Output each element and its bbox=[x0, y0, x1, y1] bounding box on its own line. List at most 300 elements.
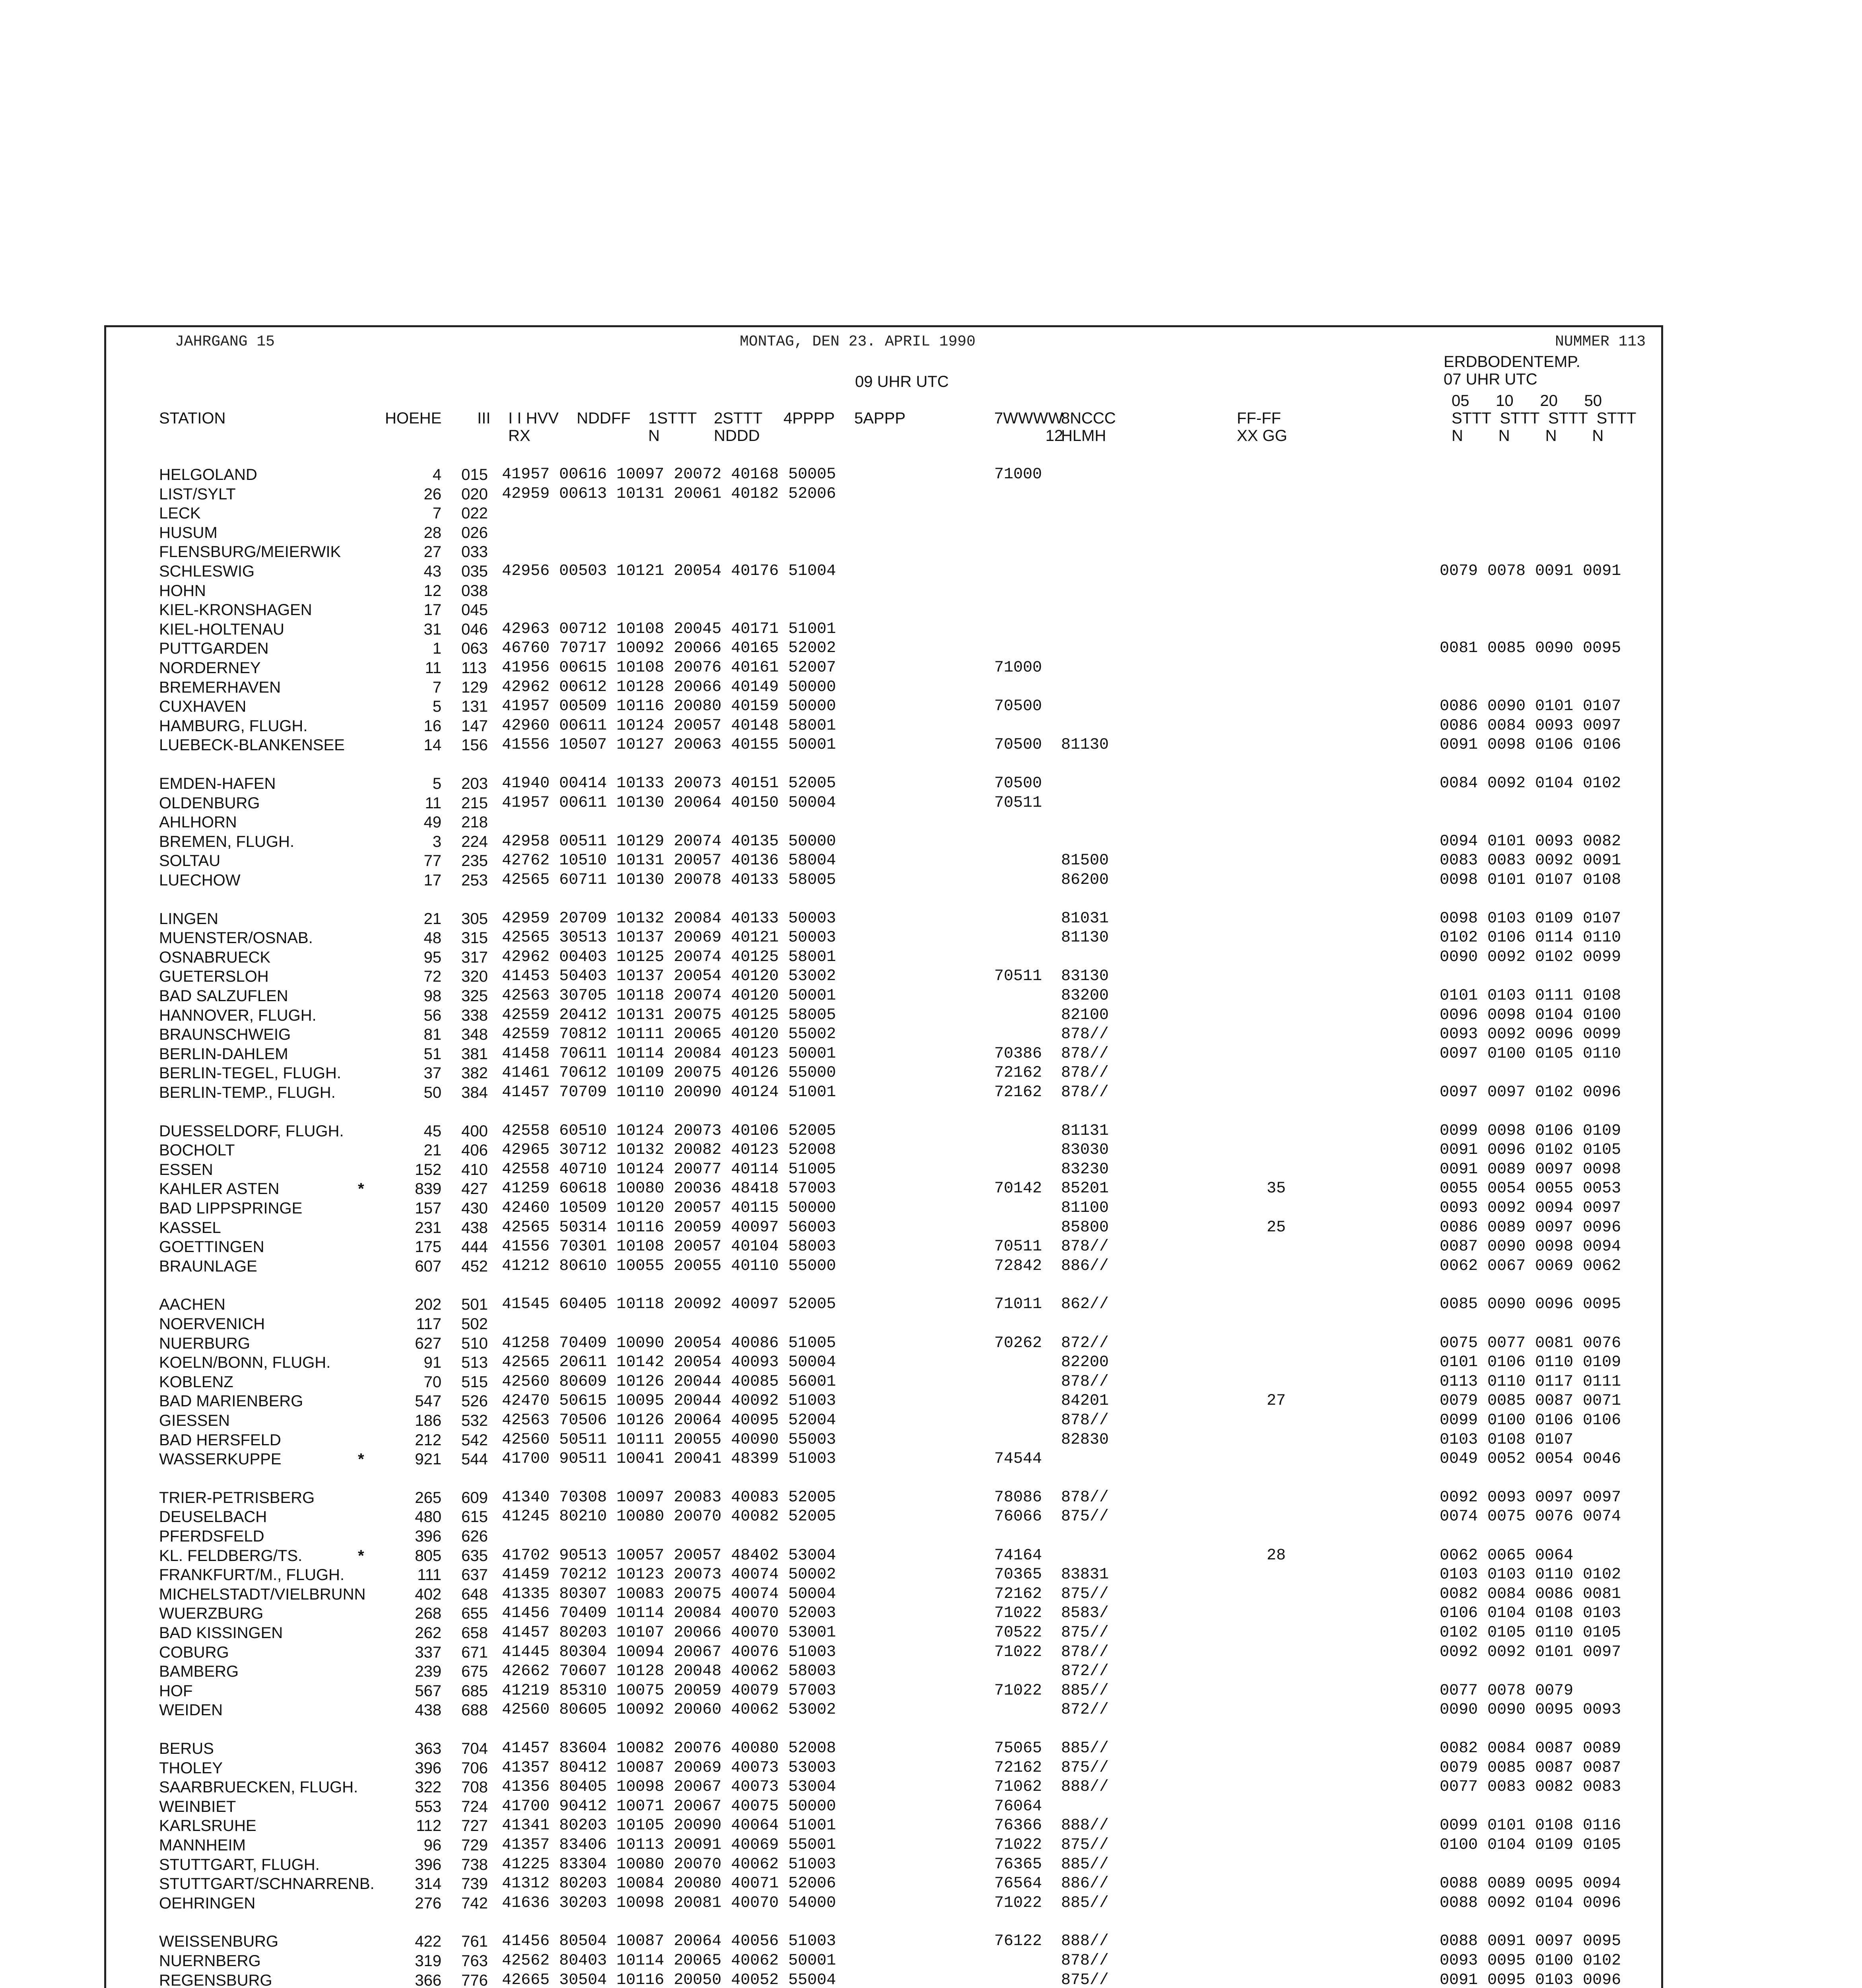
station-name: KL. FELDBERG/TS. bbox=[159, 1547, 303, 1565]
soil-temperatures: 0091 0095 0103 0096 bbox=[1440, 1971, 1621, 1988]
station-id: 704 bbox=[461, 1740, 488, 1757]
synop-groups: 41459 70212 10123 20073 40074 50002 bbox=[502, 1566, 836, 1584]
station-name: HELGOLAND bbox=[159, 466, 257, 483]
table-row bbox=[0, 1507, 1862, 1526]
station-name: LIST/SYLT bbox=[159, 485, 236, 503]
group-7wwww: 72842 bbox=[994, 1257, 1042, 1275]
table-row bbox=[0, 1237, 1862, 1256]
synop-groups: 42460 10509 10120 20057 40115 50000 bbox=[502, 1199, 836, 1217]
station-name: WEIDEN bbox=[159, 1701, 223, 1719]
station-id: 724 bbox=[461, 1798, 488, 1815]
station-id: 542 bbox=[461, 1431, 488, 1449]
station-height: 96 bbox=[424, 1837, 441, 1854]
station-height: 319 bbox=[415, 1952, 441, 1970]
station-name: STUTTGART/SCHNARRENB. bbox=[159, 1875, 375, 1893]
station-name: KIEL-KRONSHAGEN bbox=[159, 601, 312, 619]
station-name: GUETERSLOH bbox=[159, 968, 269, 985]
table-row bbox=[0, 1932, 1862, 1951]
station-name: HANNOVER, FLUGH. bbox=[159, 1007, 317, 1024]
station-id: 444 bbox=[461, 1238, 488, 1256]
soil-temperatures: 0106 0104 0108 0103 bbox=[1440, 1604, 1621, 1622]
table-row bbox=[0, 1662, 1862, 1681]
station-name: OEHRINGEN bbox=[159, 1895, 256, 1912]
station-id: 727 bbox=[461, 1817, 488, 1835]
station-id: 510 bbox=[461, 1335, 488, 1352]
table-row bbox=[0, 1778, 1862, 1797]
group-7wwww: 72162 bbox=[994, 1585, 1042, 1603]
synop-groups: 41458 70611 10114 20084 40123 50001 bbox=[502, 1045, 836, 1063]
synop-groups: 42563 30705 10118 20074 40120 50001 bbox=[502, 987, 836, 1005]
station-height: 239 bbox=[415, 1663, 441, 1680]
soil-temperatures: 0101 0103 0111 0108 bbox=[1440, 987, 1621, 1005]
station-height: 839 bbox=[415, 1180, 441, 1198]
station-id: 729 bbox=[461, 1837, 488, 1854]
station-id: 526 bbox=[461, 1392, 488, 1410]
soil-temperatures: 0094 0101 0093 0082 bbox=[1440, 833, 1621, 850]
synop-groups: 41957 00509 10116 20080 40159 50000 bbox=[502, 697, 836, 715]
station-id: 406 bbox=[461, 1142, 488, 1159]
soil-temperatures: 0097 0100 0105 0110 bbox=[1440, 1045, 1621, 1063]
station-name: GIESSEN bbox=[159, 1412, 230, 1429]
group-8nccc: 888// bbox=[1061, 1817, 1109, 1835]
station-id: 688 bbox=[461, 1701, 488, 1719]
synop-groups: 41245 80210 10080 20070 40082 52005 bbox=[502, 1508, 836, 1526]
station-height: 438 bbox=[415, 1701, 441, 1719]
group-8nccc: 878// bbox=[1061, 1238, 1109, 1256]
station-name: KOELN/BONN, FLUGH. bbox=[159, 1354, 331, 1371]
synop-groups: 42565 20611 10142 20054 40093 50004 bbox=[502, 1353, 836, 1371]
station-height: 7 bbox=[432, 505, 441, 522]
station-name: NOERVENICH bbox=[159, 1315, 265, 1333]
table-row bbox=[0, 1373, 1862, 1392]
soil-temperatures: 0093 0092 0096 0099 bbox=[1440, 1025, 1621, 1043]
station-name: FRANKFURT/M., FLUGH. bbox=[159, 1566, 344, 1584]
station-height: 11 bbox=[425, 794, 441, 812]
group-8nccc: 885// bbox=[1061, 1894, 1109, 1912]
group-8nccc: 8583/ bbox=[1061, 1604, 1109, 1622]
station-height: 262 bbox=[415, 1624, 441, 1642]
station-name: BOCHOLT bbox=[159, 1142, 235, 1159]
station-height: 50 bbox=[424, 1084, 441, 1101]
soil-temperatures: 0099 0101 0108 0116 bbox=[1440, 1817, 1621, 1835]
station-height: 366 bbox=[415, 1972, 441, 1988]
mountain-station-marker: * bbox=[358, 1180, 364, 1198]
table-row bbox=[0, 1334, 1862, 1353]
group-7wwww: 70522 bbox=[994, 1624, 1042, 1642]
group-8nccc: 878// bbox=[1061, 1083, 1109, 1101]
station-name: PUTTGARDEN bbox=[159, 640, 269, 657]
synop-groups: 42563 70506 10126 20064 40095 52004 bbox=[502, 1411, 836, 1429]
group-8nccc: 83200 bbox=[1061, 987, 1109, 1005]
synop-groups: 41335 80307 10083 20075 40074 50004 bbox=[502, 1585, 836, 1603]
synop-groups: 41456 80504 10087 20064 40056 51003 bbox=[502, 1932, 836, 1950]
soil-temperatures: 0093 0095 0100 0102 bbox=[1440, 1952, 1621, 1970]
station-height: 91 bbox=[424, 1354, 441, 1371]
station-name: SAARBRUECKEN, FLUGH. bbox=[159, 1778, 358, 1796]
station-id: 430 bbox=[461, 1200, 488, 1217]
group-7wwww: 74164 bbox=[994, 1547, 1042, 1565]
station-height: 26 bbox=[424, 485, 441, 503]
synop-groups: 41457 80203 10107 20066 40070 53001 bbox=[502, 1624, 836, 1642]
group-7wwww: 74544 bbox=[994, 1450, 1042, 1468]
table-row bbox=[0, 1971, 1862, 1988]
station-id: 452 bbox=[461, 1258, 488, 1275]
synop-groups: 41312 80203 10084 20080 40071 52006 bbox=[502, 1875, 836, 1893]
table-row bbox=[0, 542, 1862, 561]
station-id: 532 bbox=[461, 1412, 488, 1429]
synop-groups: 41456 70409 10114 20084 40070 52003 bbox=[502, 1604, 836, 1622]
table-row bbox=[0, 485, 1862, 504]
soil-temperatures: 0096 0098 0104 0100 bbox=[1440, 1006, 1621, 1024]
station-height: 17 bbox=[424, 872, 441, 889]
station-height: 17 bbox=[424, 601, 441, 619]
table-row bbox=[0, 1179, 1862, 1198]
station-height: 16 bbox=[424, 717, 441, 735]
table-row bbox=[0, 1836, 1862, 1855]
station-name: COBURG bbox=[159, 1644, 229, 1661]
station-name: WEISSENBURG bbox=[159, 1933, 279, 1950]
soil-temperatures: 0087 0090 0098 0094 bbox=[1440, 1238, 1621, 1256]
station-height: 5 bbox=[432, 698, 441, 715]
soil-temperatures: 0088 0091 0097 0095 bbox=[1440, 1932, 1621, 1950]
group-7wwww: 72162 bbox=[994, 1759, 1042, 1777]
synop-groups: 42762 10510 10131 20057 40136 58004 bbox=[502, 852, 836, 870]
table-row bbox=[0, 774, 1862, 793]
wind-gust: 25 bbox=[1267, 1219, 1286, 1237]
group-8nccc: 878// bbox=[1061, 1025, 1109, 1043]
synop-groups: 41457 83604 10082 20076 40080 52008 bbox=[502, 1740, 836, 1757]
station-id: 338 bbox=[461, 1007, 488, 1024]
group-8nccc: 878// bbox=[1061, 1643, 1109, 1661]
synop-groups: 42560 50511 10111 20055 40090 55003 bbox=[502, 1431, 836, 1449]
synop-groups: 42559 70812 10111 20065 40120 55002 bbox=[502, 1025, 836, 1043]
station-height: 322 bbox=[415, 1778, 441, 1796]
soil-temperatures: 0091 0089 0097 0098 bbox=[1440, 1161, 1621, 1178]
station-id: 410 bbox=[461, 1161, 488, 1178]
station-name: BAD HERSFELD bbox=[159, 1431, 281, 1449]
synop-groups: 41259 60618 10080 20036 48418 57003 bbox=[502, 1180, 836, 1198]
group-7wwww: 71000 bbox=[994, 466, 1042, 483]
station-id: 763 bbox=[461, 1952, 488, 1970]
group-8nccc: 862// bbox=[1061, 1295, 1109, 1313]
table-row bbox=[0, 1431, 1862, 1450]
group-8nccc: 81130 bbox=[1061, 929, 1109, 947]
group-7wwww: 70262 bbox=[994, 1334, 1042, 1352]
station-name: BERUS bbox=[159, 1740, 214, 1757]
table-row bbox=[0, 1392, 1862, 1411]
soil-temperatures: 0082 0084 0086 0081 bbox=[1440, 1585, 1621, 1603]
station-name: WUERZBURG bbox=[159, 1605, 264, 1622]
group-8nccc: 878// bbox=[1061, 1952, 1109, 1970]
table-row bbox=[0, 504, 1862, 523]
synop-groups: 42560 80605 10092 20060 40062 53002 bbox=[502, 1701, 836, 1719]
synop-groups: 41556 10507 10127 20063 40155 50001 bbox=[502, 736, 836, 754]
soil-temperatures: 0092 0093 0097 0097 bbox=[1440, 1489, 1621, 1507]
station-height: 5 bbox=[432, 775, 441, 792]
synop-groups: 42962 00612 10128 20066 40149 50000 bbox=[502, 678, 836, 696]
group-8nccc: 886// bbox=[1061, 1875, 1109, 1893]
station-height: 276 bbox=[415, 1895, 441, 1912]
soil-temperatures: 0074 0075 0076 0074 bbox=[1440, 1508, 1621, 1526]
station-name: BRAUNLAGE bbox=[159, 1258, 257, 1275]
station-height: 3 bbox=[432, 833, 441, 850]
synop-groups: 42560 80609 10126 20044 40085 56001 bbox=[502, 1373, 836, 1391]
station-name: MICHELSTADT/VIELBRUNN bbox=[159, 1586, 366, 1603]
station-height: 805 bbox=[415, 1547, 441, 1565]
soil-temperatures: 0079 0078 0091 0091 bbox=[1440, 562, 1621, 580]
group-7wwww: 75065 bbox=[994, 1740, 1042, 1757]
station-id: 501 bbox=[461, 1296, 488, 1313]
soil-temperatures: 0098 0101 0107 0108 bbox=[1440, 871, 1621, 889]
group-8nccc: 81131 bbox=[1061, 1122, 1109, 1140]
synop-groups: 41545 60405 10118 20092 40097 52005 bbox=[502, 1295, 836, 1313]
station-name: OSNABRUECK bbox=[159, 949, 271, 966]
soil-temperatures: 0092 0092 0101 0097 bbox=[1440, 1643, 1621, 1661]
station-id: 224 bbox=[461, 833, 488, 850]
station-height: 396 bbox=[415, 1856, 441, 1873]
station-height: 21 bbox=[424, 1142, 441, 1159]
station-id: 381 bbox=[461, 1045, 488, 1063]
soil-temperatures: 0079 0085 0087 0087 bbox=[1440, 1759, 1621, 1777]
station-height: 51 bbox=[424, 1045, 441, 1063]
station-name: LUEBECK-BLANKENSEE bbox=[159, 736, 345, 754]
station-height: 337 bbox=[415, 1644, 441, 1661]
station-name: KOBLENZ bbox=[159, 1373, 233, 1391]
station-name: REGENSBURG bbox=[159, 1972, 272, 1988]
soil-temperatures: 0083 0083 0092 0091 bbox=[1440, 852, 1621, 870]
station-name: GOETTINGEN bbox=[159, 1238, 264, 1256]
synop-groups: 41219 85310 10075 20059 40079 57003 bbox=[502, 1682, 836, 1700]
synop-groups: 42965 30712 10132 20082 40123 52008 bbox=[502, 1141, 836, 1159]
group-7wwww: 76564 bbox=[994, 1875, 1042, 1893]
station-name: STUTTGART, FLUGH. bbox=[159, 1856, 320, 1873]
synop-groups: 42959 00613 10131 20061 40182 52006 bbox=[502, 485, 836, 503]
stt1-header: 1STTT N bbox=[648, 410, 697, 445]
soil-temperatures: 0055 0054 0055 0053 bbox=[1440, 1180, 1621, 1198]
group-8nccc: 875// bbox=[1061, 1759, 1109, 1777]
table-row bbox=[0, 465, 1862, 484]
soil-temperatures: 0075 0077 0081 0076 bbox=[1440, 1334, 1621, 1352]
station-id: 129 bbox=[461, 679, 488, 696]
station-name: AHLHORN bbox=[159, 813, 237, 831]
appp5-header: 5APPP bbox=[854, 410, 906, 427]
table-row bbox=[0, 678, 1862, 697]
station-id: 438 bbox=[461, 1219, 488, 1237]
station-name: AACHEN bbox=[159, 1296, 225, 1313]
group-7wwww: 70511 bbox=[994, 967, 1042, 985]
synop-groups: 41457 70709 10110 20090 40124 51001 bbox=[502, 1083, 836, 1101]
station-name: BAD MARIENBERG bbox=[159, 1392, 303, 1410]
synop-groups: 42956 00503 10121 20054 40176 51004 bbox=[502, 562, 836, 580]
soil-temperatures: 0090 0090 0095 0093 bbox=[1440, 1701, 1621, 1719]
synop-groups: 41356 80405 10098 20067 40073 53004 bbox=[502, 1778, 836, 1796]
station-id: 015 bbox=[461, 466, 488, 483]
station-name: ESSEN bbox=[159, 1161, 213, 1178]
table-row bbox=[0, 600, 1862, 619]
soil-temperatures: 0113 0110 0117 0111 bbox=[1440, 1373, 1621, 1391]
group-8nccc: 872// bbox=[1061, 1701, 1109, 1719]
station-id: 020 bbox=[461, 485, 488, 503]
station-id: 382 bbox=[461, 1064, 488, 1082]
group-8nccc: 878// bbox=[1061, 1489, 1109, 1507]
station-name: BAD SALZUFLEN bbox=[159, 987, 288, 1005]
table-row bbox=[0, 1565, 1862, 1584]
mountain-station-marker: * bbox=[358, 1547, 364, 1565]
table-row bbox=[0, 1546, 1862, 1565]
soil-temperatures: 0093 0092 0094 0097 bbox=[1440, 1199, 1621, 1217]
group-8nccc: 83030 bbox=[1061, 1141, 1109, 1159]
group-8nccc: 81031 bbox=[1061, 910, 1109, 928]
table-row bbox=[0, 948, 1862, 967]
stt2-header: 2STTT NDDD bbox=[714, 410, 763, 445]
table-row bbox=[0, 658, 1862, 678]
station-name: NUERNBERG bbox=[159, 1952, 261, 1970]
soil-temperatures: 0049 0052 0054 0046 bbox=[1440, 1450, 1621, 1468]
group-8nccc: 872// bbox=[1061, 1662, 1109, 1680]
synop-groups: 41957 00611 10130 20064 40150 50004 bbox=[502, 794, 836, 812]
soil-temperatures: 0091 0098 0106 0106 bbox=[1440, 736, 1621, 754]
station-name: KARLSRUHE bbox=[159, 1817, 257, 1835]
station-id: 384 bbox=[461, 1084, 488, 1101]
soil-temperatures: 0099 0100 0106 0106 bbox=[1440, 1411, 1621, 1429]
station-height: 7 bbox=[432, 679, 441, 696]
group-7wwww: 76064 bbox=[994, 1798, 1042, 1815]
group-7wwww: 78086 bbox=[994, 1489, 1042, 1507]
table-row bbox=[0, 697, 1862, 716]
table-row bbox=[0, 1951, 1862, 1971]
soil-temperatures: 0085 0090 0096 0095 bbox=[1440, 1295, 1621, 1313]
iii-header: III bbox=[477, 410, 491, 427]
table-row bbox=[0, 1855, 1862, 1874]
station-name: MANNHEIM bbox=[159, 1837, 246, 1854]
soil-temperatures: 0102 0106 0114 0110 bbox=[1440, 929, 1621, 947]
table-row bbox=[0, 562, 1862, 581]
station-height: 268 bbox=[415, 1605, 441, 1622]
group-8nccc: 875// bbox=[1061, 1508, 1109, 1526]
station-id: 739 bbox=[461, 1875, 488, 1893]
table-row bbox=[0, 1199, 1862, 1218]
soil-temperatures: 0084 0092 0104 0102 bbox=[1440, 775, 1621, 792]
table-row bbox=[0, 1295, 1862, 1314]
group-7wwww: 71022 bbox=[994, 1836, 1042, 1854]
station-name: BAD KISSINGEN bbox=[159, 1624, 283, 1642]
soil-temperatures: 0100 0104 0109 0105 bbox=[1440, 1836, 1621, 1854]
group-8nccc: 878// bbox=[1061, 1411, 1109, 1429]
wind-gust: 27 bbox=[1267, 1392, 1286, 1410]
station-height: 45 bbox=[424, 1122, 441, 1140]
station-height: 607 bbox=[415, 1258, 441, 1275]
table-row bbox=[0, 1623, 1862, 1642]
soil-temperatures: 0077 0078 0079 bbox=[1440, 1682, 1574, 1700]
group-8nccc: 875// bbox=[1061, 1624, 1109, 1642]
station-name: HOF bbox=[159, 1682, 193, 1700]
soil-temperatures: 0086 0084 0093 0097 bbox=[1440, 717, 1621, 735]
station-name: DUESSELDORF, FLUGH. bbox=[159, 1122, 344, 1140]
group-8nccc: 81100 bbox=[1061, 1199, 1109, 1217]
group-7wwww: 76122 bbox=[994, 1932, 1042, 1950]
station-name: BRAUNSCHWEIG bbox=[159, 1026, 291, 1043]
station-id: 035 bbox=[461, 563, 488, 580]
station-id: 063 bbox=[461, 640, 488, 657]
station-id: 675 bbox=[461, 1663, 488, 1680]
group-8nccc: 82200 bbox=[1061, 1353, 1109, 1371]
group-8nccc: 85800 bbox=[1061, 1219, 1109, 1237]
soil-temperatures: 0101 0106 0110 0109 bbox=[1440, 1353, 1621, 1371]
table-row bbox=[0, 1585, 1862, 1604]
synop-groups: 41636 30203 10098 20081 40070 54000 bbox=[502, 1894, 836, 1912]
station-height: 480 bbox=[415, 1508, 441, 1526]
station-name: HOHN bbox=[159, 582, 206, 600]
table-row bbox=[0, 736, 1862, 755]
station-height: 175 bbox=[415, 1238, 441, 1256]
table-row bbox=[0, 1604, 1862, 1623]
soil-temperatures: 0090 0092 0102 0099 bbox=[1440, 948, 1621, 966]
synop-groups: 41702 90513 10057 20057 48402 53004 bbox=[502, 1547, 836, 1565]
ffff-header: FF-FF XX GG bbox=[1237, 410, 1287, 445]
group-8nccc: 81130 bbox=[1061, 736, 1109, 754]
station-height: 12 bbox=[424, 582, 441, 600]
station-id: 026 bbox=[461, 524, 488, 542]
station-name: TRIER-PETRISBERG bbox=[159, 1489, 315, 1507]
table-row bbox=[0, 813, 1862, 832]
station-height: 627 bbox=[415, 1335, 441, 1352]
station-height: 49 bbox=[424, 813, 441, 831]
group-8nccc: 878// bbox=[1061, 1045, 1109, 1063]
station-name: BERLIN-DAHLEM bbox=[159, 1045, 288, 1063]
station-height: 363 bbox=[415, 1740, 441, 1757]
jahrgang-label: JAHRGANG 15 bbox=[175, 333, 275, 350]
station-id: 706 bbox=[461, 1759, 488, 1777]
table-row bbox=[0, 1160, 1862, 1179]
station-id: 131 bbox=[461, 698, 488, 715]
station-height: 111 bbox=[417, 1566, 441, 1584]
table-row bbox=[0, 1739, 1862, 1758]
station-id: 156 bbox=[461, 736, 488, 754]
station-id: 655 bbox=[461, 1605, 488, 1622]
station-name: LECK bbox=[159, 505, 201, 522]
nccc8-header: 8NCCC HLMH bbox=[1061, 410, 1116, 445]
station-name: BAMBERG bbox=[159, 1663, 239, 1680]
synop-groups: 42558 40710 10124 20077 40114 51005 bbox=[502, 1161, 836, 1178]
synop-groups: 42665 30504 10116 20050 40052 55004 bbox=[502, 1971, 836, 1988]
table-row bbox=[0, 1141, 1862, 1160]
table-row bbox=[0, 1314, 1862, 1334]
station-name: NUERBURG bbox=[159, 1335, 250, 1352]
station-id: 761 bbox=[461, 1933, 488, 1950]
synop-groups: 42558 60510 10124 20073 40106 52005 bbox=[502, 1122, 836, 1140]
station-name: SCHLESWIG bbox=[159, 563, 255, 580]
synop-groups: 46760 70717 10092 20066 40165 52002 bbox=[502, 639, 836, 657]
station-name: BAD LIPPSPRINGE bbox=[159, 1200, 303, 1217]
station-id: 147 bbox=[461, 717, 488, 735]
group-8nccc: 83831 bbox=[1061, 1566, 1109, 1584]
station-name: BREMERHAVEN bbox=[159, 679, 281, 696]
synop-groups: 41556 70301 10108 20057 40104 58003 bbox=[502, 1238, 836, 1256]
station-name: BERLIN-TEMP., FLUGH. bbox=[159, 1084, 336, 1101]
synop-groups: 41212 80610 10055 20055 40110 55000 bbox=[502, 1257, 836, 1275]
group-8nccc: 878// bbox=[1061, 1373, 1109, 1391]
group-8nccc: 885// bbox=[1061, 1856, 1109, 1873]
synop-groups: 41225 83304 10080 20070 40062 51003 bbox=[502, 1856, 836, 1873]
table-row bbox=[0, 1874, 1862, 1893]
station-id: 315 bbox=[461, 929, 488, 947]
synop-groups: 41940 00414 10133 20073 40151 52005 bbox=[502, 775, 836, 792]
group-7wwww: 72162 bbox=[994, 1083, 1042, 1101]
synop-groups: 41340 70308 10097 20083 40083 52005 bbox=[502, 1489, 836, 1507]
group-8nccc: 888// bbox=[1061, 1778, 1109, 1796]
station-name: FLENSBURG/MEIERWIK bbox=[159, 543, 341, 561]
group-7wwww: 71022 bbox=[994, 1894, 1042, 1912]
